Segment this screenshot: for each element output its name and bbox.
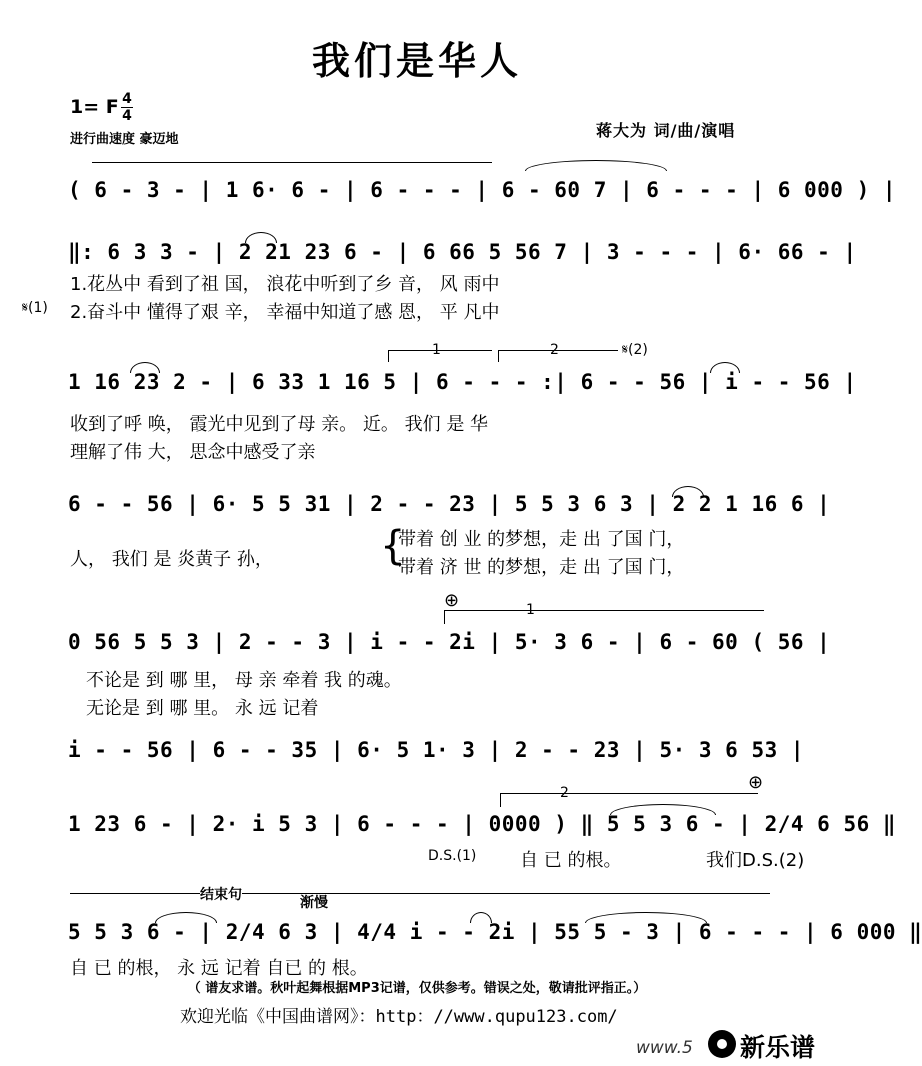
time-sig-bottom: 4 bbox=[122, 108, 132, 124]
ds-1-marking: D.S.(1) bbox=[428, 848, 477, 864]
watermark: www.5 bbox=[636, 1038, 693, 1058]
notation-row-7: 1 23 6 - | 2· i 5 3 | 6 - - - | 0000 ) ‖ 5 5 3 6 - | 2/4 6 56 ‖ bbox=[68, 812, 897, 836]
ritardando-label: 渐慢 bbox=[300, 895, 328, 911]
volta-bracket bbox=[444, 610, 764, 611]
notation-row-1: ( 6 - 3 - | 1 6· 6 - | 6 - - - | 6 - 60 7 | 6 - - - | 6 000 ) | bbox=[68, 178, 897, 202]
ending-bracket bbox=[70, 893, 770, 894]
tie-line bbox=[92, 162, 492, 163]
volta-bracket-end bbox=[498, 350, 499, 362]
notation-row-6: i - - 56 | 6 - - 35 | 6· 5 1· 3 | 2 - - 23 | 5· 3 6 53 | bbox=[68, 738, 805, 762]
lyrics-verse-2: 理解了伟 大， 思念中感受了亲 bbox=[70, 442, 316, 463]
time-signature bbox=[121, 92, 133, 123]
time-sig-top: 4 bbox=[122, 91, 132, 107]
notation-row-2: ‖: 6 3 3 - | 2 21 23 6 - | 6 66 5 56 7 | 3 - - - | 6· 66 - | bbox=[68, 240, 857, 264]
logo-icon bbox=[708, 1030, 736, 1058]
coda-icon: ⊕ bbox=[748, 772, 764, 793]
lyrics-verse-1: 收到了呼 唤， 霞光中见到了母 亲。 近。 我们 是 华 bbox=[70, 414, 489, 435]
author-credit: 蒋大为 词/曲/演唱 bbox=[596, 121, 736, 140]
brace: { bbox=[380, 523, 406, 569]
page-title: 我们是华人 bbox=[311, 39, 522, 83]
volta-label: 2 bbox=[560, 785, 569, 801]
lyrics-verse-2: 2.奋斗中 懂得了艰 辛， 幸福中知道了感 恩， 平 凡中 bbox=[70, 302, 500, 323]
lyrics-line: 自 已 的根。 bbox=[520, 850, 622, 871]
notation-row-4: 6 - - 56 | 6· 5 5 31 | 2 - - 23 | 5 5 3 6 3 | 2 2 1 16 6 | bbox=[68, 492, 831, 516]
lyrics-verse-2: 无论是 到 哪 里。 永 远 记着 bbox=[86, 698, 319, 719]
notation-row-3: 1 16 23 2 - | 6 33 1 16 5 | 6 - - - :| 6 - - 56 | i - - 56 | bbox=[68, 370, 857, 394]
lyrics-verse-2: 带着 济 世 的梦想，走 出 了国 门， bbox=[398, 557, 685, 578]
slur bbox=[525, 160, 667, 171]
lyrics-verse-1: 1.花丛中 看到了祖 国， 浪花中听到了乡 音， 风 雨中 bbox=[70, 274, 500, 295]
volta-1-label: 1 bbox=[432, 342, 441, 358]
key-signature: 1= F bbox=[70, 96, 119, 118]
tempo-marking: 进行曲速度 豪迈地 bbox=[70, 132, 179, 147]
volta-bracket-end bbox=[444, 610, 445, 624]
volta-bracket-end bbox=[500, 793, 501, 807]
volta-bracket-end bbox=[388, 350, 389, 362]
segno-sign-2: 𝄋(2) bbox=[622, 342, 648, 358]
segno-sign: 𝄋(1) bbox=[22, 300, 48, 316]
volta-label: 1 bbox=[526, 602, 535, 618]
logo-text: 新乐谱 bbox=[740, 1033, 816, 1062]
footer-site-link[interactable]: 欢迎光临《中国曲谱网》：http：//www.qupu123.com/ bbox=[180, 1007, 618, 1027]
notation-row-5: 0 56 5 5 3 | 2 - - 3 | i - - 2i | 5· 3 6 - | 6 - 60 ( 56 | bbox=[68, 630, 831, 654]
volta-2-label: 2 bbox=[550, 342, 559, 358]
lyrics-verse-1: 不论是 到 哪 里， 母 亲 牵着 我 的魂。 bbox=[86, 670, 402, 691]
footer-note: （ 谱友求谱。秋叶起舞根据MP3记谱，仅供参考。错误之处，敬请批评指正。） bbox=[187, 981, 647, 996]
ds-2-marking: 我们D.S.(2) bbox=[706, 850, 805, 871]
notation-row-8: 5 5 3 6 - | 2/4 6 3 | 4/4 i - - 2i | 55 5 - 3 | 6 - - - | 6 000 ‖ bbox=[68, 920, 922, 944]
coda-icon: ⊕ bbox=[444, 590, 460, 611]
lyrics-line: 自 已 的根， 永 远 记着 自已 的 根。 bbox=[70, 958, 368, 979]
volta-bracket bbox=[500, 793, 758, 794]
lyrics-verse-1: 带着 创 业 的梦想，走 出 了国 门， bbox=[398, 529, 685, 550]
ending-label: 结束句 bbox=[200, 884, 242, 904]
lyrics-line: 人， 我们 是 炎黄子 孙， bbox=[70, 549, 273, 570]
